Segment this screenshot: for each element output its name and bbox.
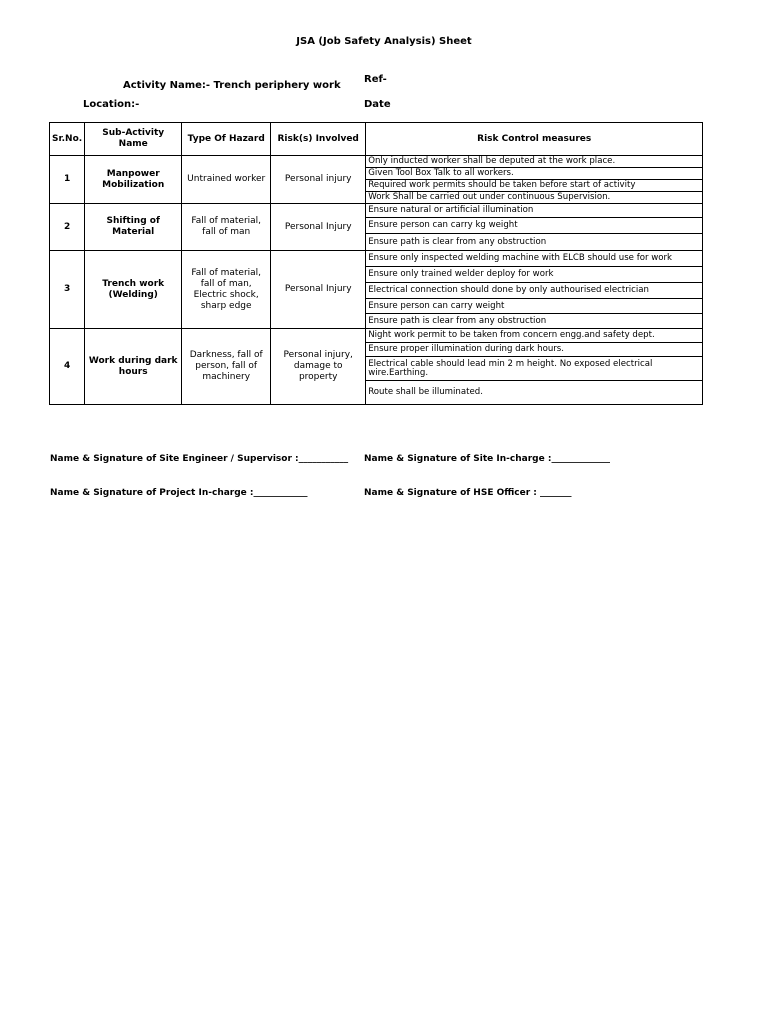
control-measure: Ensure only trained welder deploy for work [366, 267, 703, 283]
control-measure: Ensure path is clear from any obstruction [366, 234, 703, 251]
control-measure: Ensure only inspected welding machine with ELCB should use for work [366, 251, 703, 267]
sr-no: 3 [50, 251, 85, 329]
risk: Personal injury [271, 156, 366, 204]
signature-site-engineer: Name & Signature of Site Engineer / Supervisor :___________ [50, 454, 349, 464]
ref-label: Ref- [364, 74, 387, 85]
table-row [50, 329, 703, 343]
table-header-row [50, 123, 703, 156]
control-measure: Night work permit to be taken from concern engg.and safety dept. [366, 329, 703, 343]
risk: Personal Injury [271, 251, 366, 329]
control-measure: Work Shall be carried out under continuous Supervision. [366, 192, 703, 204]
col-header-sub-activity: Sub-Activity Name [85, 123, 182, 156]
hazard: Fall of material, fall of man [182, 204, 271, 251]
control-measure: Only inducted worker shall be deputed at the work place. [366, 156, 703, 168]
sr-no: 2 [50, 204, 85, 251]
hazard: Darkness, fall of person, fall of machinery [182, 329, 271, 405]
control-measure: Given Tool Box Talk to all workers. [366, 168, 703, 180]
hazard: Fall of material, fall of man, Electric shock, sharp edge [182, 251, 271, 329]
jsa-table [49, 122, 703, 405]
hazard: Untrained worker [182, 156, 271, 204]
control-measure: Ensure proper illumination during dark hours. [366, 343, 703, 357]
control-measure: Route shall be illuminated. [366, 381, 703, 405]
col-header-hazard: Type Of Hazard [182, 123, 271, 156]
date-label: Date [364, 99, 391, 110]
signature-project-incharge: Name & Signature of Project In-charge :____________ [50, 488, 308, 498]
control-measure: Required work permits should be taken before start of activity [366, 180, 703, 192]
col-header-control: Risk Control measures [366, 123, 703, 156]
sub-activity: Shifting of Material [85, 204, 182, 251]
control-measure: Ensure person can carry weight [366, 299, 703, 314]
location-label: Location:- [83, 99, 140, 110]
control-measure: Electrical connection should done by only authourised electrician [366, 283, 703, 299]
signature-hse-officer: Name & Signature of HSE Officer : _______ [364, 488, 572, 498]
control-measure: Electrical cable should lead min 2 m height. No exposed electrical wire.Earthing. [366, 357, 703, 381]
risk: Personal Injury [271, 204, 366, 251]
activity-name: Activity Name:- Trench periphery work [123, 80, 341, 91]
signature-site-incharge: Name & Signature of Site In-charge :_____________ [364, 454, 610, 464]
sub-activity: Trench work (Welding) [85, 251, 182, 329]
col-header-risk: Risk(s) Involved [271, 123, 366, 156]
col-header-srno: Sr.No. [50, 123, 85, 156]
sr-no: 1 [50, 156, 85, 204]
page-title: JSA (Job Safety Analysis) Sheet [296, 36, 472, 47]
risk: Personal injury, damage to property [271, 329, 366, 405]
sub-activity: Manpower Mobilization [85, 156, 182, 204]
control-measure: Ensure path is clear from any obstruction [366, 314, 703, 329]
control-measure: Ensure natural or artificial illumination [366, 204, 703, 218]
table-row [50, 156, 703, 168]
table-row [50, 204, 703, 218]
sub-activity: Work during dark hours [85, 329, 182, 405]
table-row [50, 251, 703, 267]
sr-no: 4 [50, 329, 85, 405]
control-measure: Ensure person can carry kg weight [366, 218, 703, 234]
